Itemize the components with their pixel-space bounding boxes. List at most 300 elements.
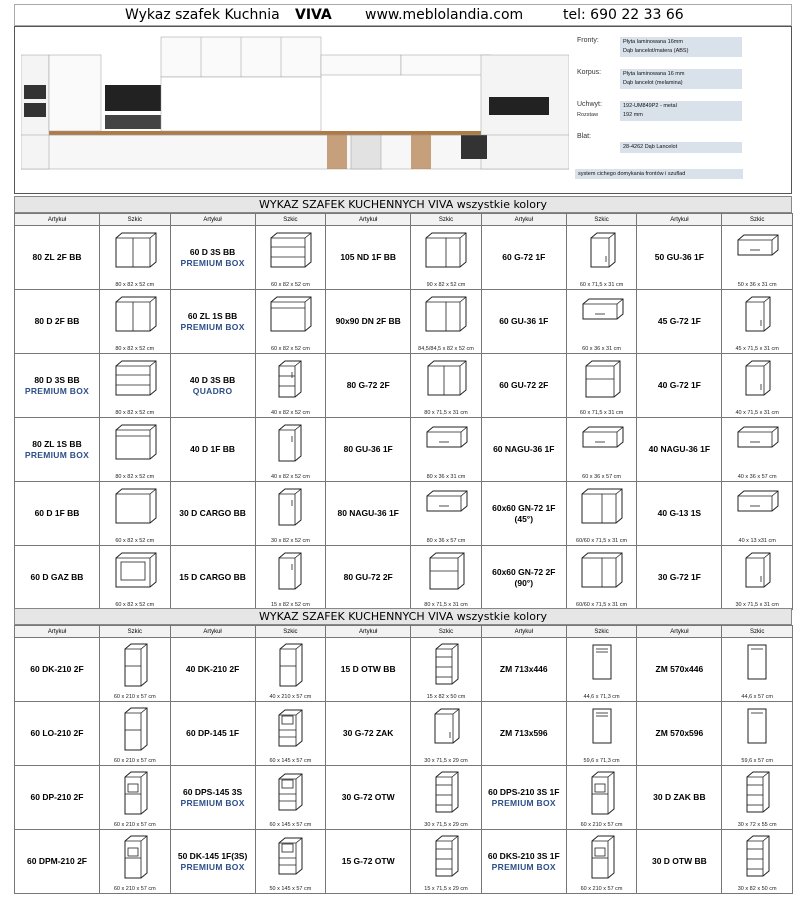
cabinet-sketch	[566, 226, 637, 290]
cabinet-article	[170, 354, 255, 418]
cabinet-sketch	[566, 830, 637, 894]
cabinet-name: 40 D 1F BB	[190, 444, 236, 454]
cabinet-article	[15, 482, 100, 546]
cabinet-name: 60 LO-210 2F	[30, 728, 84, 738]
cabinet-dimensions: 80 x 82 x 52 cm	[115, 410, 155, 416]
cabinet-sketch	[100, 546, 171, 610]
corner-l-base-icon	[422, 294, 470, 336]
table-header-row	[15, 626, 793, 638]
cabinet-name: 80 NAGU-36 1F	[337, 508, 399, 518]
premium-badge: QUADRO	[192, 385, 233, 396]
cabinet-article	[170, 766, 255, 830]
cabinet-dimensions: 80 x 36 x 57 cm	[426, 538, 466, 544]
cabinet-sketch	[411, 290, 482, 354]
col-header-artykul: Artykuł	[481, 626, 566, 638]
cabinet-dimensions: 15 x 82 x 52 cm	[270, 602, 310, 608]
cabinet-sketch	[100, 290, 171, 354]
cabinet-name: 60 GU-36 1F	[499, 316, 549, 326]
material-specs	[575, 35, 787, 177]
cabinet-dimensions: 40 x 71,5 x 31 cm	[735, 410, 779, 416]
cabinet-article	[481, 226, 566, 290]
cabinet-dimensions: 60 x 71,5 x 31 cm	[579, 410, 624, 416]
tall-oven-icon	[122, 834, 148, 880]
wall-1door-icon	[741, 358, 773, 400]
cabinet-name: 80 GU-36 1F	[343, 444, 393, 454]
cabinet-article	[326, 702, 411, 766]
base-2door-icon	[112, 294, 158, 336]
cabinet-dimensions: 44,6 x 57 cm	[741, 694, 773, 700]
cabinet-dimensions: 80 x 71,5 x 31 cm	[424, 410, 468, 416]
col-header-szkic: Szkic	[566, 626, 637, 638]
cabinet-dimensions: 40 x 82 x 52 cm	[270, 410, 310, 416]
table-row	[15, 354, 793, 418]
cabinet-dimensions: 60 x 210 x 57 cm	[113, 822, 156, 828]
cabinet-sketch	[100, 482, 171, 546]
table-row	[15, 766, 793, 830]
cabinet-article	[326, 482, 411, 546]
col-header-szkic: Szkic	[566, 214, 637, 226]
mid-oven-drawer-icon	[276, 770, 304, 812]
cabinet-dimensions: 60/60 x 71,5 x 31 cm	[576, 602, 628, 608]
cabinet-name: ZM 713x596	[499, 728, 548, 738]
cabinet-article	[637, 290, 722, 354]
cabinet-name: 60 DP-145 1F	[186, 728, 240, 738]
cabinet-sketch	[411, 354, 482, 418]
cabinet-dimensions: 60 x 210 x 57 cm	[113, 758, 156, 764]
cabinet-dimensions: 60 x 210 x 57 cm	[580, 822, 623, 828]
cabinet-sketch	[566, 546, 637, 610]
cabinet-sketch	[255, 638, 326, 702]
col-header-artykul: Artykuł	[481, 214, 566, 226]
cabinet-name: 60 D 1F BB	[34, 508, 80, 518]
cabinet-dimensions: 80 x 82 x 52 cm	[115, 282, 155, 288]
cabinet-table-2	[14, 625, 793, 894]
open-shelf-icon	[431, 834, 461, 878]
mid-oven-drawer-icon	[276, 834, 304, 876]
kitchen-overview-panel	[14, 26, 792, 194]
spec-fronty	[575, 35, 787, 67]
cabinet-sketch	[566, 702, 637, 766]
cabinet-name: 45 G-72 1F	[657, 316, 701, 326]
cabinet-sketch	[722, 290, 793, 354]
cabinet-article	[481, 830, 566, 894]
col-header-artykul: Artykuł	[15, 214, 100, 226]
cabinet-sketch	[566, 766, 637, 830]
cabinet-article	[637, 546, 722, 610]
cabinet-name: 60 D GAZ BB	[30, 572, 84, 582]
spec-value-uchwyt: 192-UM849P2 - metal	[620, 101, 742, 112]
tall-oven-icon	[589, 770, 615, 816]
table-row	[15, 226, 793, 290]
base-3drawer-icon	[112, 358, 158, 400]
cabinet-dimensions: 60/60 x 71,5 x 31 cm	[576, 538, 628, 544]
cabinet-sketch	[411, 830, 482, 894]
cabinet-name: 30 G-72 ZAK	[342, 728, 394, 738]
cabinet-dimensions: 44,6 x 71,3 cm	[583, 694, 620, 700]
cabinet-dimensions: 60 x 82 x 52 cm	[270, 282, 310, 288]
shelf-drawer-icon	[734, 486, 780, 518]
cabinet-name: 15 D OTW BB	[340, 664, 396, 674]
col-header-szkic: Szkic	[722, 626, 793, 638]
cabinet-dimensions: 40 x 210 x 57 cm	[269, 694, 312, 700]
cabinet-dimensions: 50 x 145 x 57 cm	[269, 886, 312, 892]
cabinet-article	[637, 418, 722, 482]
premium-badge: PREMIUM BOX	[24, 449, 90, 460]
cabinet-sketch	[411, 702, 482, 766]
col-header-artykul: Artykuł	[15, 626, 100, 638]
panel-front-icon	[742, 706, 772, 746]
cabinet-dimensions: 60 x 145 x 57 cm	[269, 758, 312, 764]
cabinet-name: 60 DPS-210 3S 1F	[488, 786, 560, 797]
cabinet-sketch	[411, 418, 482, 482]
table-row	[15, 638, 793, 702]
cabinet-name: 30 G-72 1F	[657, 572, 701, 582]
cabinet-article	[15, 830, 100, 894]
cabinet-dimensions: 60 x 36 x 57 cm	[582, 474, 621, 480]
cabinet-name: 30 G-72 OTW	[341, 792, 395, 802]
cabinet-sketch	[100, 766, 171, 830]
cabinet-article	[481, 766, 566, 830]
cabinet-name: 60 DPS-145 3S	[183, 786, 243, 797]
premium-badge: PREMIUM BOX	[24, 385, 90, 396]
cabinet-article	[170, 418, 255, 482]
cabinet-sketch	[411, 482, 482, 546]
cabinet-name: 80 GU-72 2F	[343, 572, 393, 582]
cabinet-name: 60 DK-210 2F	[30, 664, 84, 674]
cabinet-sketch	[722, 702, 793, 766]
cabinet-dimensions: 80 x 82 x 52 cm	[115, 474, 155, 480]
cabinet-dimensions: 60 x 210 x 57 cm	[580, 886, 623, 892]
deep-flap-icon	[423, 486, 469, 518]
wall-1door-icon	[741, 294, 773, 336]
col-header-szkic: Szkic	[411, 626, 482, 638]
spec-label-fronty: Fronty:	[577, 37, 599, 44]
cabinet-dimensions: 40 x 13 x31 cm	[738, 538, 776, 544]
cabinet-sketch	[255, 546, 326, 610]
oven-base-icon	[112, 550, 158, 592]
cabinet-name: 80 G-72 2F	[346, 380, 390, 390]
premium-badge: PREMIUM BOX	[180, 321, 245, 332]
corner-wall-90-icon	[578, 550, 626, 592]
section2-title: WYKAZ SZAFEK KUCHENNYCH VIVA wszystkie kolory	[14, 608, 792, 625]
tall-oven-icon	[122, 770, 148, 816]
spec-value-korpus-2: Dąb lancelot (melamina)	[620, 78, 742, 89]
cabinet-sketch	[722, 638, 793, 702]
corner-wall-45-icon	[578, 486, 626, 528]
cabinet-dimensions: 30 x 71,5 x 29 cm	[424, 758, 468, 764]
cabinet-name: 50 GU-36 1F	[654, 252, 704, 262]
wall-2flap-icon	[426, 550, 466, 592]
cabinet-dimensions: 15 x 82 x 50 cm	[426, 694, 466, 700]
cabinet-sketch	[566, 290, 637, 354]
spec-value-rozstaw: 192 mm	[620, 110, 742, 121]
cabinet-dimensions: 60 x 145 x 57 cm	[269, 822, 312, 828]
tall-narrow-icon	[277, 642, 303, 688]
cabinet-article	[637, 830, 722, 894]
deep-flap-icon	[579, 422, 625, 454]
tall-oven-icon	[589, 834, 615, 880]
cabinet-dimensions: 60 x 210 x 57 cm	[113, 886, 156, 892]
cabinet-dimensions: 15 x 71,5 x 29 cm	[424, 886, 468, 892]
sink-base-2door-icon	[112, 230, 158, 272]
cabinet-name: 15 G-72 OTW	[341, 856, 395, 866]
spec-value-blat: 28-4262 Dąb Lancelot	[620, 142, 742, 153]
cabinet-dimensions: 80 x 71,5 x 31 cm	[424, 602, 468, 608]
col-header-artykul: Artykuł	[326, 626, 411, 638]
cabinet-article	[637, 638, 722, 702]
cabinet-article	[326, 226, 411, 290]
table-row	[15, 418, 793, 482]
cabinet-article	[15, 290, 100, 354]
cabinet-name: 40 D 3S BB	[189, 374, 236, 385]
cabinet-article	[481, 354, 566, 418]
cabinet-article	[637, 354, 722, 418]
cabinet-sketch	[255, 290, 326, 354]
base-end-shelf-icon	[742, 770, 772, 814]
wall-1door-icon	[586, 230, 618, 272]
cabinet-sketch	[255, 482, 326, 546]
table-row	[15, 290, 793, 354]
cabinet-name: 80 ZL 1S BB	[32, 438, 82, 449]
cabinet-name: 60 G-72 1F	[502, 252, 546, 262]
open-shelf-icon	[431, 770, 461, 814]
spec-label-uchwyt: Uchwyt:	[577, 101, 602, 108]
cabinet-sketch	[722, 418, 793, 482]
cabinet-dimensions: 60 x 36 x 31 cm	[582, 346, 621, 352]
cabinet-article	[637, 482, 722, 546]
open-shelf-icon	[742, 834, 772, 878]
cabinet-sketch	[255, 702, 326, 766]
cabinet-name: ZM 713x446	[499, 664, 548, 674]
cabinet-article	[637, 226, 722, 290]
cabinet-sketch	[255, 354, 326, 418]
cabinet-name: 30 D OTW BB	[651, 856, 707, 866]
cabinet-name: 40 G-72 1F	[657, 380, 701, 390]
cabinet-dimensions: 40 x 36 x 57 cm	[737, 474, 777, 480]
col-header-artykul: Artykuł	[170, 214, 255, 226]
cabinet-dimensions: 60 x 82 x 52 cm	[115, 538, 155, 544]
cabinet-name: 80 D 2F BB	[34, 316, 80, 326]
spec-value-fronty-2: Dąb lancelot/matera (ABS)	[620, 46, 742, 57]
cabinet-dimensions: 30 x 71,5 x 31 cm	[735, 602, 779, 608]
cabinet-sketch	[255, 766, 326, 830]
premium-badge: PREMIUM BOX	[180, 797, 245, 808]
table-row	[15, 830, 793, 894]
cabinet-sketch	[255, 226, 326, 290]
cabinet-dimensions: 30 x 72 x 55 cm	[737, 822, 777, 828]
cabinet-article	[170, 226, 255, 290]
cabinet-article	[326, 766, 411, 830]
cabinet-article	[15, 766, 100, 830]
cabinet-sketch	[411, 766, 482, 830]
cabinet-name: 60 DKS-210 3S 1F	[487, 850, 560, 861]
table-header-row	[15, 214, 793, 226]
cabinet-article	[15, 226, 100, 290]
premium-badge: PREMIUM BOX	[491, 861, 556, 872]
cabinet-sketch	[411, 226, 482, 290]
cabinet-table-1	[14, 213, 793, 610]
tall-2door-icon	[122, 706, 148, 752]
cabinet-sketch	[722, 766, 793, 830]
premium-badge: PREMIUM BOX	[180, 861, 245, 872]
tall-2door-icon	[122, 642, 148, 688]
spec-blat	[575, 131, 787, 163]
cabinet-article	[326, 546, 411, 610]
cabinet-sketch	[566, 418, 637, 482]
cabinet-dimensions: 90 x 82 x 52 cm	[426, 282, 466, 288]
wall-flap-icon	[734, 230, 780, 262]
base-3drawer-icon	[267, 230, 313, 272]
wall-1door-icon	[741, 550, 773, 592]
spec-korpus	[575, 67, 787, 99]
header-website: www.meblolandia.com	[365, 7, 524, 23]
cabinet-article	[326, 354, 411, 418]
cabinet-sketch	[255, 418, 326, 482]
cabinet-sketch	[100, 830, 171, 894]
cabinet-name: 60 DPM-210 2F	[27, 856, 87, 866]
cabinet-dimensions: 84,5/84,5 x 82 x 52 cm	[418, 346, 474, 352]
cabinet-article	[481, 638, 566, 702]
cabinet-name: 30 D CARGO BB	[179, 508, 246, 518]
cargo-base-icon	[275, 550, 305, 592]
header-title: Wykaz szafek Kuchnia	[125, 7, 280, 23]
cabinet-article	[15, 546, 100, 610]
header-phone: tel: 690 22 33 66	[563, 7, 684, 23]
cabinet-article	[15, 354, 100, 418]
cabinet-article	[481, 482, 566, 546]
cabinet-sketch	[411, 546, 482, 610]
cabinet-sketch	[722, 354, 793, 418]
page-header	[14, 4, 792, 26]
cabinet-article	[481, 290, 566, 354]
premium-badge: PREMIUM BOX	[491, 797, 556, 808]
cabinet-name: 80 ZL 2F BB	[32, 252, 82, 262]
cabinet-sketch	[722, 830, 793, 894]
cabinet-dimensions: 60 x 82 x 52 cm	[270, 346, 310, 352]
cabinet-name: 40 DK-210 2F	[185, 664, 240, 674]
cabinet-name: 60 NAGU-36 1F	[493, 444, 555, 454]
cabinet-sketch	[722, 482, 793, 546]
open-shelf-icon	[431, 642, 461, 686]
cabinet-sketch	[566, 354, 637, 418]
cabinet-article	[326, 418, 411, 482]
col-header-szkic: Szkic	[100, 626, 171, 638]
cabinet-article	[326, 290, 411, 354]
cabinet-dimensions: 80 x 36 x 31 cm	[426, 474, 466, 480]
sink-base-drawer-icon	[112, 422, 158, 464]
cabinet-name: 30 D ZAK BB	[653, 792, 706, 802]
dishwasher-front-icon	[587, 642, 617, 682]
table-row	[15, 482, 793, 546]
cabinet-article	[481, 418, 566, 482]
spec-label-rozstaw: Rozstaw	[577, 112, 599, 118]
cabinet-name: ZM 570x596	[655, 728, 704, 738]
base-1door-icon	[112, 486, 158, 528]
cabinet-article	[170, 830, 255, 894]
cabinet-name: 60 D 3S BB	[189, 246, 236, 257]
cabinet-article	[170, 546, 255, 610]
cabinet-dimensions: 59,6 x 57 cm	[741, 758, 773, 764]
cabinet-article	[15, 702, 100, 766]
cabinet-name: 15 D CARGO BB	[179, 572, 246, 582]
cabinet-dimensions: 80 x 82 x 52 cm	[115, 346, 155, 352]
cabinet-article	[170, 290, 255, 354]
cabinet-article	[481, 546, 566, 610]
cabinet-sketch	[566, 482, 637, 546]
cabinet-dimensions: 45 x 71,5 x 31 cm	[735, 346, 779, 352]
col-header-szkic: Szkic	[255, 214, 326, 226]
cabinet-name: 50 DK-145 1F(3S)	[177, 850, 248, 861]
wall-flap-icon	[423, 422, 469, 454]
cabinet-name: 60x60 GN-72 1F (45°)	[492, 502, 556, 524]
dishwasher-front-icon	[587, 706, 617, 746]
cabinet-name: 40 NAGU-36 1F	[648, 444, 711, 454]
cabinet-article	[170, 482, 255, 546]
col-header-artykul: Artykuł	[637, 214, 722, 226]
wall-2door-icon	[424, 358, 468, 400]
cabinet-dimensions: 60 x 82 x 52 cm	[115, 602, 155, 608]
cabinet-sketch	[100, 354, 171, 418]
cabinet-name: 60 ZL 1S BB	[187, 310, 238, 321]
cabinet-sketch	[100, 418, 171, 482]
cabinet-name: ZM 570x446	[655, 664, 704, 674]
cabinet-dimensions: 60 x 210 x 57 cm	[113, 694, 156, 700]
spec-label-korpus: Korpus:	[577, 69, 602, 76]
wall-2flap-icon	[582, 358, 622, 400]
cabinet-dimensions: 59,6 x 71,3 cm	[583, 758, 620, 764]
col-header-szkic: Szkic	[255, 626, 326, 638]
cabinet-dimensions: 40 x 82 x 52 cm	[270, 474, 310, 480]
cargo-base-icon	[275, 486, 305, 528]
cabinet-article	[170, 638, 255, 702]
col-header-szkic: Szkic	[100, 214, 171, 226]
cabinet-sketch	[566, 638, 637, 702]
section1-title: WYKAZ SZAFEK KUCHENNYCH VIVA wszystkie kolory	[14, 196, 792, 213]
spec-value-korpus-1: Płyta laminowana 16 mm	[620, 69, 742, 80]
cabinet-sketch	[411, 638, 482, 702]
panel-front-icon	[742, 642, 772, 682]
cabinet-dimensions: 30 x 82 x 52 cm	[270, 538, 310, 544]
header-series: VIVA	[295, 7, 332, 23]
cabinet-article	[637, 702, 722, 766]
cabinet-name: 90x90 DN 2F BB	[335, 316, 401, 326]
sink-base-drawer-icon	[267, 294, 313, 336]
cabinet-article	[637, 766, 722, 830]
cabinet-name: 105 ND 1F BB	[340, 252, 397, 262]
table-row	[15, 702, 793, 766]
col-header-artykul: Artykuł	[326, 214, 411, 226]
col-header-szkic: Szkic	[411, 214, 482, 226]
spec-note: system cichego domykania frontów i szuflad	[575, 169, 743, 179]
corner-base-icon	[422, 230, 470, 272]
cabinet-sketch	[722, 226, 793, 290]
wall-end-shelf-icon	[430, 706, 462, 748]
cabinet-article	[326, 638, 411, 702]
spec-value-fronty-1: Płyta laminowana 16mm	[620, 37, 742, 48]
cabinet-sketch	[100, 702, 171, 766]
cabinet-name: 80 D 3S BB	[34, 374, 80, 385]
cabinet-sketch	[255, 830, 326, 894]
premium-badge: PREMIUM BOX	[180, 257, 245, 268]
narrow-3drawer-icon	[275, 358, 305, 400]
deep-flap-icon	[734, 422, 780, 454]
cabinet-article	[326, 830, 411, 894]
cabinet-sketch	[722, 546, 793, 610]
cabinet-sketch	[100, 226, 171, 290]
cabinet-sketch	[100, 638, 171, 702]
spec-label-blat: Blat:	[577, 133, 592, 140]
cabinet-name: 60 GU-72 2F	[499, 380, 549, 390]
